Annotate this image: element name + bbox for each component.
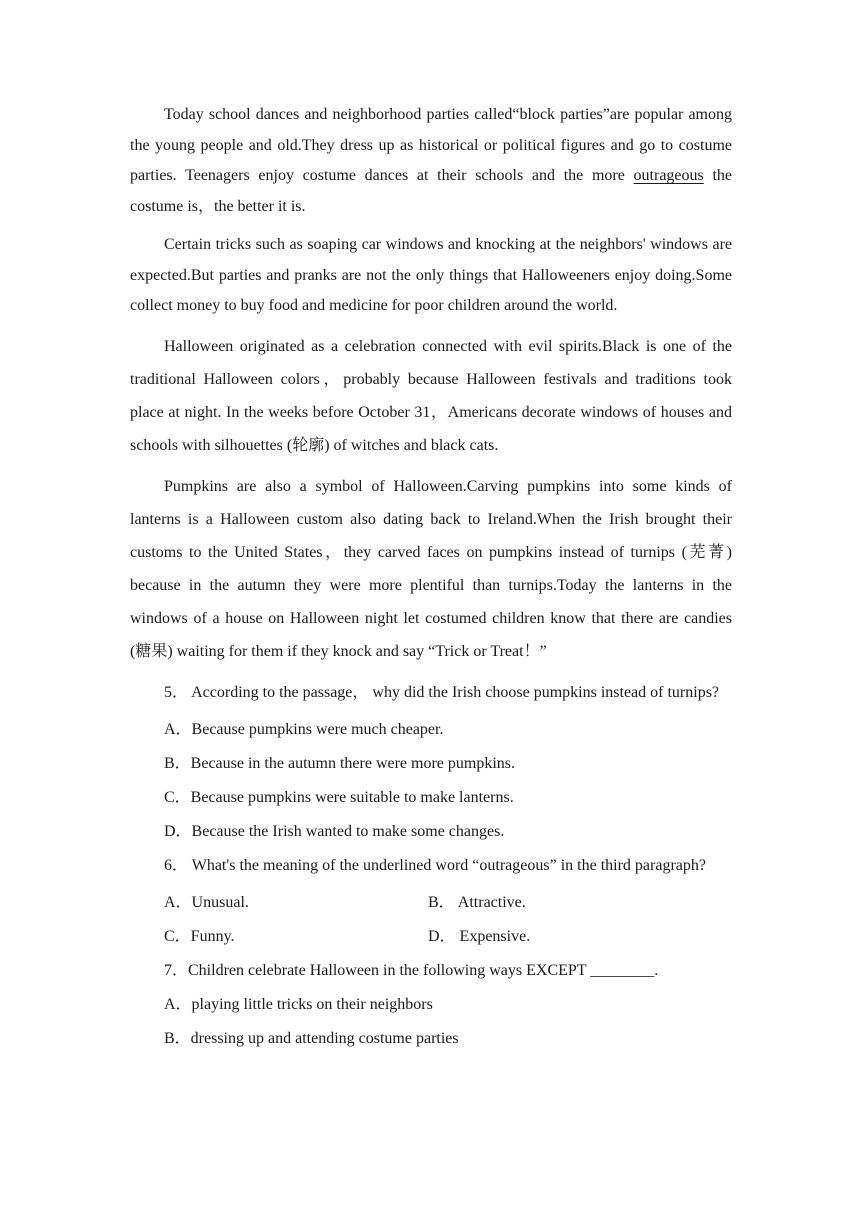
question-6-options-row-1 [130,886,732,920]
paragraph-1-text-end: the costume is，the better it is. [130,167,733,215]
question-6-options-row-2 [130,920,732,954]
paragraph-1 [130,100,732,222]
question-5-option-b: B．Because in the autumn there were more pumpkins. [164,754,516,772]
document-body [130,100,732,1056]
question-5-option-a: A．Because pumpkins were much cheaper. [164,720,444,738]
question-5-option-c: C．Because pumpkins were suitable to make lanterns. [164,788,514,806]
paragraph-3: Halloween originated as a celebration connected with evil spirits.Black is one of the traditional Halloween colors，probably because Halloween festivals and traditions took place at night. In the weeks before October 31，Americans decorate windows of houses and schools with silhouettes (轮廓) of witches and black cats. [130,337,732,454]
question-6-stem: 6． What's the meaning of the underlined word “outrageous” in the third paragraph? [164,856,706,874]
paragraph-4: Pumpkins are also a symbol of Halloween.Carving pumpkins into some kinds of lanterns is a Halloween custom also dating back to Ireland.When the Irish brought their customs to the United States，they carved faces on pumpkins instead of turnips (芜菁) because in the autumn they were more plentiful than turnips.Today the lanterns in the windows of a house on Halloween night let costumed children know that there are candies (糖果) waiting for them if they knock and say “Trick or Treat！” [130,477,732,660]
question-7-stem: 7．Children celebrate Halloween in the following ways EXCEPT ________. [164,961,659,979]
paragraph-2: Certain tricks such as soaping car windows and knocking at the neighbors' windows are expected.But parties and pranks are not the only things that Halloweeners enjoy doing.Some collect money to buy food and medicine for poor children around the world. [130,236,732,314]
question-7-option-b: B．dressing up and attending costume parties [164,1029,459,1047]
question-6-option-a: A．Unusual. [164,893,249,911]
question-5-stem: 5． According to the passage， why did the Irish choose pumpkins instead of turnips? [164,683,720,701]
question-5-option-d: D．Because the Irish wanted to make some changes. [164,822,505,840]
underlined-word: outrageous [633,167,704,184]
question-6-option-d: D． Expensive. [428,927,531,945]
paragraph-1-text-start: Today school dances and neighborhood parties called“block parties”are popular among the young people and old.They dress up as historical or political figures and go to costume parties. Teenagers enjoy costume dances at their schools and the more [130,106,732,184]
question-6-option-c: C．Funny. [164,927,235,945]
question-6-option-b: B． Attractive. [428,893,526,911]
question-7-option-a: A．playing little tricks on their neighbors [164,995,433,1013]
